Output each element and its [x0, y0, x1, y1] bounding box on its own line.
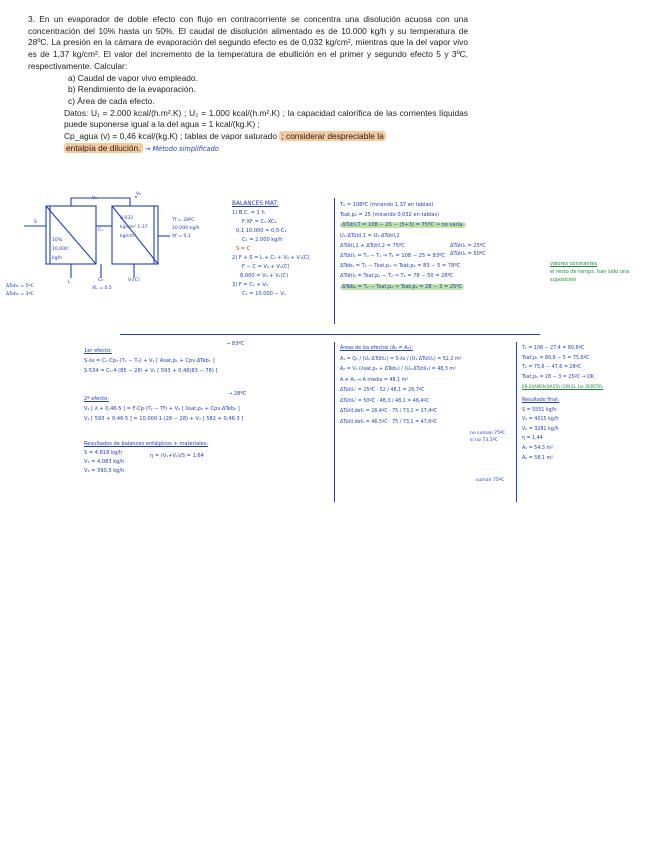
second-effect: [84, 394, 243, 424]
balance-line-3b: C₁ = 10.000 − V₁: [242, 291, 286, 297]
final-line: T₁ = 108 − 27,4 = 80,6ºC: [522, 346, 585, 351]
temp-line: ΔTútil₂ = Tsat,p₁ − T₂ ⇒ T₂ = 78 − 50 = 28ºC: [340, 273, 454, 280]
result-v1: V₁ = 4.083 kg/h: [84, 459, 125, 465]
area-eq3: A ≠ A₁ ⇒ A media = 48,1 m²: [340, 377, 409, 383]
balance-line: 1) B.C. = 1 h: [232, 210, 265, 216]
final-result: η = 1,44: [522, 436, 543, 442]
temp-line: T₀ = 108ºC (mirando 1,37 en tablas): [340, 202, 434, 208]
results-title: Resultados de balances entálpicos + materiales:: [84, 441, 209, 447]
label-concentrate: 0.032 kg/cm² 1.37 kg/cm²: [120, 216, 148, 239]
balance-note: S = C: [236, 246, 251, 252]
method-note: → Método simplificado: [144, 144, 219, 153]
diagram-labels: [4, 192, 200, 306]
second-effect-title: 2º efecto:: [84, 396, 109, 402]
temp-line-highlight: [340, 282, 466, 292]
balance-line: 0,1·10.000 = 0,5·C₁: [236, 228, 287, 234]
side-notes: [550, 260, 650, 284]
first-effect-eq2: S·534 = C₁·4·(85 − 28) + V₁ [ 593 + 0,46(83 − 78) ]: [84, 368, 218, 374]
second-effect-eq2: V₁ [ 593 + 0,46·5 ] = 10.000·1·(28 − 28) + V₂ [ 582 + 0,46·3 ]: [84, 416, 244, 422]
lower-divider-2: [516, 342, 517, 502]
datos-text: Cp_agua (v) = 0,46 kcal/(kg.K) ; tablas de vapor saturado: [64, 131, 277, 142]
label-xf: Xf = 0,1: [172, 234, 191, 239]
areas-title: Áreas de los efectos (A₁ = A₂):: [340, 346, 413, 351]
result-eta: η = (V₁+V₂)/S = 1,64: [150, 453, 204, 459]
temp-tsat-p2: ΔTeb₂ = T₂ − Tsat,p₂ ⇒ Tsat,p₂ = 28 − 3 = 25ºC: [342, 283, 463, 290]
side-note-assumption: el resto de temps. han sido una suposición: [550, 269, 630, 283]
balance-line-2c: 8.000 = V₀ + V₁(C): [240, 273, 289, 279]
label-l: L: [68, 280, 71, 285]
area-eq5: ΔTútil₂' = 50ºC · 48,3 / 48,1 = 46,4ºC: [340, 398, 430, 404]
temp-line: Tsat,p₂ = 25 (mirando 0,032 en tablas): [340, 212, 440, 219]
row-divider: [120, 334, 540, 335]
problem-statement-block: [28, 14, 468, 155]
temp-line: ΔTútil₁ = T₀ − T₁ ⇒ T₁ = 108 − 25 = 83ºC: [340, 253, 446, 260]
datos-line-3: [28, 143, 468, 156]
highlight-dilution-2: entalpía de dilución.: [66, 142, 141, 153]
temperature-calculations: [340, 200, 466, 292]
temp-total-util: ΔTútil,T = 108 − 25 − (5+3) = 75ºC ⇒ no varía.: [342, 222, 464, 229]
balance-line-3: 3) F = C₁ + V₀: [232, 282, 268, 288]
brace-dtu2: ΔTútil₂ = 50ºC: [450, 251, 486, 257]
areas-block: [340, 344, 462, 428]
first-effect-note: → 83ºC: [226, 341, 245, 347]
second-effect-eq1: V₁ [ λ + 0,46·5 ] = F·Cp·(T₂ − Tf) + V₂ [ λsat,p₂ + Cpv·ΔTeb₂ ]: [84, 406, 240, 412]
final-line: Tsat,p₂ = 28 − 3 = 25ºC → OK: [522, 374, 595, 380]
question-list: [28, 73, 468, 108]
temp-line: ΔTútil,1 + ΔTútil,2 = 75ºC: [340, 242, 405, 249]
final-results-title: Resultado final:: [522, 397, 560, 403]
highlight-dilution-1: ; considerar despreciable la: [281, 131, 384, 142]
result-s: S = 4.818 kg/h: [84, 450, 123, 456]
final-line: Tsat,p₁ = 80,6 − 5 = 75,6ºC: [522, 355, 590, 361]
brace-a-2: sí no 73,1ºC: [470, 438, 498, 443]
label-c0: C₀: [98, 278, 104, 283]
datos-line-2: [28, 131, 468, 143]
label-flow: 10.000 kg/h: [172, 226, 200, 231]
second-effect-note: → 28ºC: [228, 391, 247, 397]
final-result: V₁ = 4015 kg/h: [522, 417, 559, 423]
datos-line-1: Datos: U₁ = 2.000 kcal/(h.m².K) ; U₂ = 1.000 kcal/(h.m².K) ; la capacidad calorífica de las corrientes líquidas puede suponerse igual a la del agua = 1 kcal/(kg.K) ;: [64, 107, 468, 130]
areas-brace-b: suman 75ºC: [476, 478, 505, 483]
brace-dtu1: ΔTútil₁ = 25ºC: [450, 243, 486, 249]
label-tf: Tf = 28ºC: [172, 218, 195, 223]
question-c: c) Área de cada efecto.: [68, 95, 155, 106]
label-dte1: ΔTeb₁ = 5ºC: [6, 284, 34, 289]
area-eq2: A₂ = V₁ (λsat,p₁ + ΔTeb₁) / (U₂·ΔTútil₂) = 48,3 m²: [340, 367, 457, 372]
final-line: T₂ = 75,6 − 47,6 = 28ºC: [522, 365, 582, 371]
column-divider: [334, 198, 335, 324]
label-dte2: ΔTeb₂ = 3ºC: [6, 292, 34, 297]
area-eq6: ΔTútil,def₁ = 26,4ºC · 75 / 73,1 = 27,4ºC: [340, 409, 437, 414]
brace-a-1: no suman 75ºC: [470, 431, 506, 436]
balance-line: F·XF = C₁·XC₁: [242, 219, 277, 225]
balance-line-2: 2) F + S = L + C₁ + V₀ + V₁(C): [232, 255, 310, 261]
label-xl: XL = 0,5: [92, 286, 112, 291]
problem-statement: 3. En un evaporador de doble efecto con flujo en contracorriente se concentra una disolución acuosa con una concentración del 10% hasta un 50%. El caudal de disolución alimentado es de 10.000 kg/h y su temperatura de 28ºC. La presión en la cámara de evaporación del segundo efecto es de 0,032 kg/cm², mientras que la del vapor vivo es de 1,37 kg/cm². El valor del incremento de la temperatura de ebullición en el primer y segundo efecto 5 y 3ºC, respectivamente. Calcular:: [28, 14, 468, 71]
area-eq4: ΔTútil₁' = 25ºC · 52 / 48,1 = 26,7ºC: [340, 388, 425, 393]
area-eq7: ΔTútil,def₂ = 46,5ºC · 75 / 73,1 = 47,6ºC: [340, 419, 437, 425]
question-b: b) Rendimiento de la evaporación.: [68, 84, 196, 95]
final-result: V₂ = 3281 kg/h: [522, 426, 559, 432]
final-result: A₁ = 54,3 m²: [522, 445, 554, 451]
label-v1c: V₁(C): [128, 278, 140, 283]
temp-line: U₁·ΔTútil,1 = U₂·ΔTútil,2: [340, 232, 400, 239]
temp-line: ΔTeb₁ = T₁ − Tsat,p₁ ⇒ Tsat,p₁ = 83 − 5 = 78ºC: [340, 263, 461, 270]
label-s: S: [34, 220, 37, 225]
area-eq1: A₁ = Q₁ / (U₁·ΔTútil₁) = S·λs / (U₁·ΔTútil₁) = 52,2 m²: [340, 356, 462, 362]
balance-line: C₁ = 2.000 kg/h: [242, 237, 283, 243]
balance-line-2b: F − C = V₀ + V₁(C): [242, 264, 290, 270]
first-effect-title: 1er efecto:: [84, 348, 112, 354]
first-effect: [84, 346, 217, 376]
balances-title: BALANCES MAT:: [232, 201, 279, 207]
final-result: S = 5551 kg/h: [522, 407, 557, 413]
final-block: [522, 344, 603, 463]
first-effect-eq1: S·λs = C₁·Cp₁·(T₁ − T₀) + V₁ [ Asat,p₁ + Cpv·ΔTeb₁ ]: [84, 358, 215, 364]
areas-brace-a: [470, 430, 505, 444]
temp-line-highlight: [340, 220, 466, 230]
lower-divider-1: [334, 342, 335, 502]
temperature-brace: [450, 242, 486, 258]
label-feed-box: 10% 10.000 kg/h: [52, 238, 69, 261]
label-vo: V₀: [136, 192, 141, 197]
final-result: A₂ = 58,1 m²: [522, 455, 554, 461]
question-a: a) Caudal de vapor vivo empleado.: [68, 72, 198, 83]
exam-note: EN EXAMEN BASTA CON EL 1er REPETIR.: [522, 384, 604, 390]
label-c1: C₁: [98, 228, 104, 233]
side-note-constants: valores constantes: [550, 261, 598, 267]
label-v1: V₁: [92, 196, 97, 201]
result-v2: V₂ = 390,5 kg/h: [84, 468, 125, 474]
material-balances: [232, 200, 310, 299]
